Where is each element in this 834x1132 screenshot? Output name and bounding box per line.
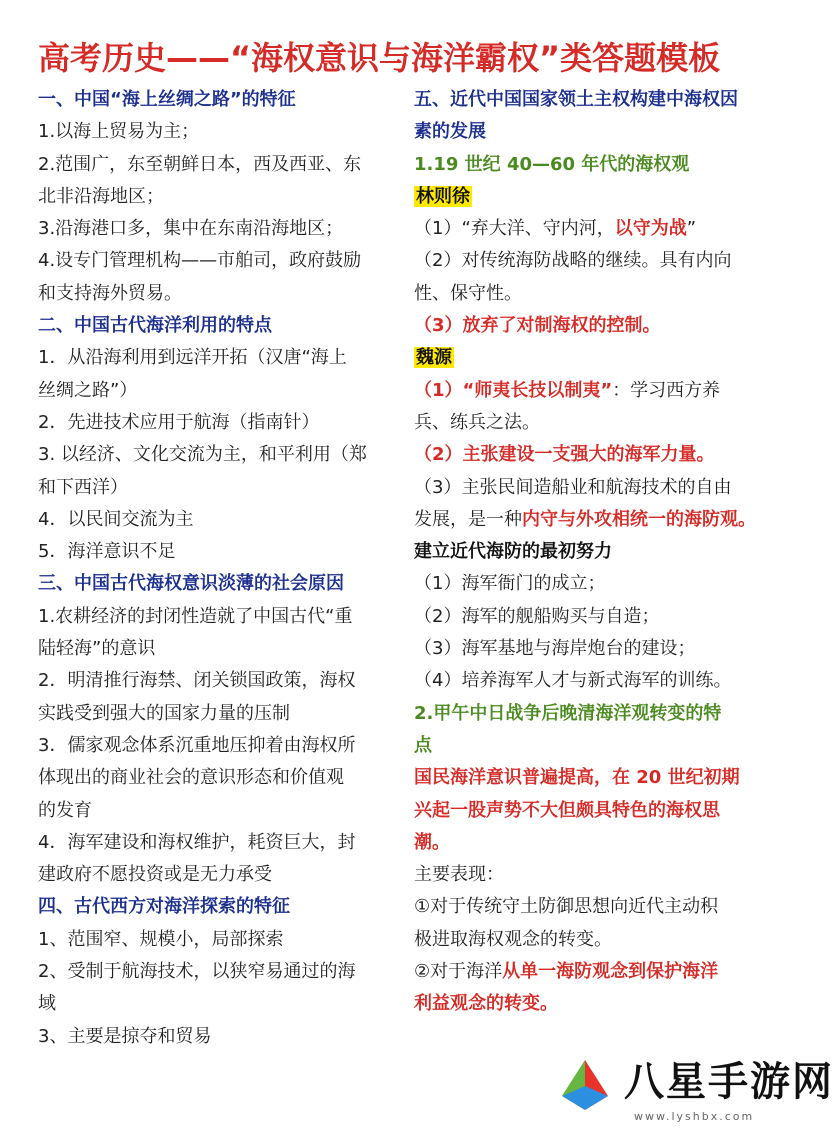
text-line: 3. 以经济、文化交流为主，和平利用（郑 [38,444,367,466]
text-line: 5．海洋意识不足 [38,541,176,563]
emphasis-text: 内守与外攻相统一的海防观。 [522,508,756,530]
text-span: 发展，是一种 [414,508,522,530]
section-heading: 三、中国古代海权意识淡薄的社会原因 [38,573,344,595]
text-line: 性、保守性。 [414,282,522,304]
emphasis-text: 从单一海防观念到保护海洋 [502,961,719,983]
text-line: 陆轻海”的意识 [38,638,156,660]
emphasis-line: （3）放弃了对制海权的控制。 [414,315,661,337]
text-line: 域 [38,993,56,1015]
subsection-heading: 2.甲午中日战争后晚清海洋观转变的特 [414,702,722,724]
person-label-row [414,342,770,374]
text-line: 极进取海权观念的转变。 [414,928,612,950]
subsection-heading: 点 [414,734,432,756]
subsection-heading: 建立近代海防的最初努力 [414,541,612,563]
emphasis-line: 兴起一股声势不大但颇具特色的海权思 [414,799,720,821]
text-line: 1.以海上贸易为主； [38,121,200,143]
text-line: 3.沿海港口多，集中在东南沿海地区； [38,218,344,240]
text-line [414,375,770,407]
text-line: 的发育 [38,799,92,821]
section-heading: 四、古代西方对海洋探索的特征 [38,896,290,918]
text-line: 主要表现： [414,864,504,886]
person-name-lin: 林则徐 [416,185,470,207]
text-line: ①对于传统守土防御思想向近代主动积 [414,896,719,918]
text-span: ②对于海洋 [414,961,503,983]
text-line: （2）对传统海防战略的继续。具有内向 [414,250,732,272]
site-logo-icon [556,1056,614,1114]
text-line: 和支持海外贸易。 [38,282,182,304]
text-line: 4.设专门管理机构——市舶司，政府鼓励 [38,250,362,272]
emphasis-line: 潮。 [414,831,450,853]
watermark-text: 八星手游网 [624,1059,834,1105]
right-column [414,84,770,1021]
text-line: 3．儒家观念体系沉重地压抑着由海权所 [38,734,356,756]
text-line: 2．明清推行海禁、闭关锁国政策，海权 [38,670,356,692]
site-watermark [550,1040,834,1128]
text-line: 2.范围广，东至朝鲜日本，西及西亚、东 [38,153,362,175]
text-line: 北非沿海地区； [38,185,164,207]
text-span: ：学习西方养 [612,379,721,401]
text-line: 丝绸之路”） [38,379,138,401]
text-line: （1）海军衙门的成立； [414,573,606,595]
text-line [414,213,770,245]
section-heading: 五、近代中国国家领土主权构建中海权因 [414,89,738,110]
text-line: 1．从沿海利用到远洋开拓（汉唐“海上 [38,347,347,369]
text-line: 和下西洋） [38,476,128,498]
text-line: 1、范围窄、规模小，局部探索 [38,928,284,950]
text-line: 4．以民间交流为主 [38,508,194,530]
text-line: 体现出的商业社会的意识形态和价值观 [38,767,344,789]
text-line [414,504,770,536]
text-line: 实践受到强大的国家力量的压制 [38,702,290,724]
text-span: （1）“弃大洋、守内河， [414,218,615,240]
text-line: 兵、练兵之法。 [414,411,540,433]
emphasis-text: （1）“师夷长技以制夷” [414,379,613,401]
section-heading: 素的发展 [414,121,486,143]
person-name-wei: 魏源 [416,347,452,369]
emphasis-line: （2）主张建设一支强大的海军力量。 [414,444,715,466]
text-line: 2、受制于航海技术，以狭窄易通过的海 [38,961,356,983]
person-label-row [414,181,770,213]
watermark-url: www.lyshbx.com [634,1110,755,1123]
subsection-heading: 1.19 世纪 40—60 年代的海权观 [414,153,690,175]
left-column [38,84,390,1053]
text-line: （2）海军的舰船购买与自造； [414,605,660,627]
section-heading: 一、中国“海上丝绸之路”的特征 [38,89,296,110]
section-heading: 二、中国古代海洋利用的特点 [38,315,272,337]
text-line: 4．海军建设和海权维护，耗资巨大，封 [38,831,356,853]
text-line: 3、主要是掠夺和贸易 [38,1025,212,1047]
page-title: 高考历史——“海权意识与海洋霸权”类答题模板 [38,39,721,77]
text-span: ” [686,218,697,240]
text-line [414,956,770,988]
text-line: （3）主张民间造船业和航海技术的自由 [414,476,732,498]
emphasis-text: 以守为战 [614,218,687,240]
text-line: 1.农耕经济的封闭性造就了中国古代“重 [38,605,353,627]
text-line: 2．先进技术应用于航海（指南针） [38,411,320,433]
emphasis-line: 国民海洋意识普遍提高，在 20 世纪初期 [414,767,740,789]
emphasis-line: 利益观念的转变。 [414,993,558,1015]
text-line: （4）培养海军人才与新式海军的训练。 [414,670,732,692]
text-line: 建政府不愿投资或是无力承受 [38,864,272,886]
text-line: （3）海军基地与海岸炮台的建设； [414,638,696,660]
